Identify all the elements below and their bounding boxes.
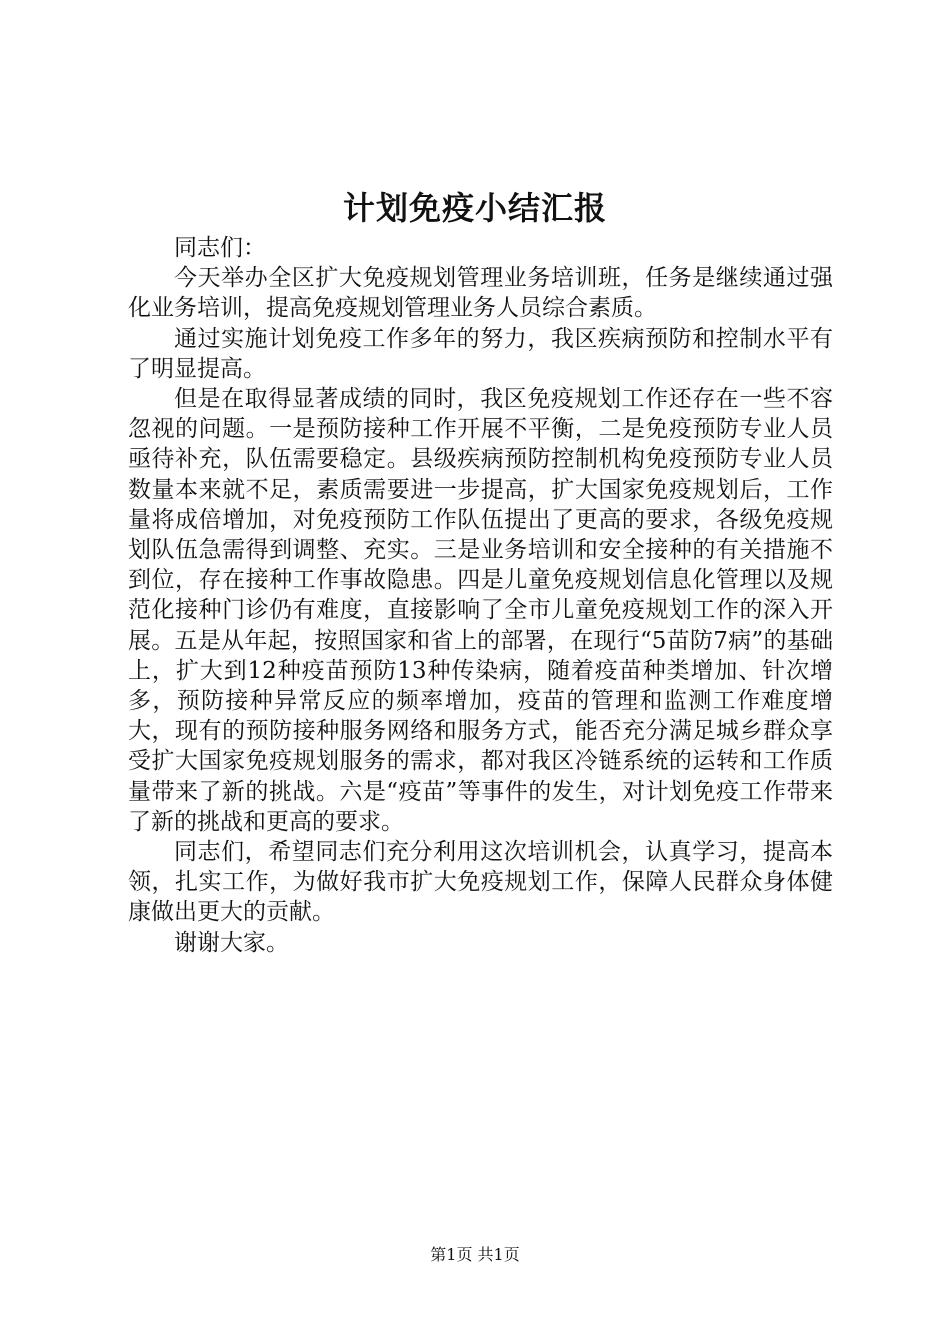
closing-paragraph: 谢谢大家。 (174, 929, 289, 956)
greeting-paragraph: 同志们： (174, 235, 266, 261)
body-paragraph: 今天举办全区扩大免疫规划管理业务培训班，任务是继续通过强化业务培训，提高免疫规划管理业务人员综合素质。 (128, 265, 833, 322)
body-paragraph: 通过实施计划免疫工作多年的努力，我区疾病预防和控制水平有了明显提高。 (128, 325, 833, 382)
body-paragraph: 同志们，希望同志们充分利用这次培训机会，认真学习，提高本领，扎实工作，为做好我市扩大免疫规划工作，保障人民群众身体健康做出更大的贡献。 (128, 839, 833, 926)
body-paragraph: 但是在取得显著成绩的同时，我区免疫规划工作还存在一些不容忽视的问题。一是预防接种工作开展不平衡，二是免疫预防专业人员亟待补充，队伍需要稳定。县级疾病预防控制机构免疫预防专业人员数量本来就不足，素质需要进一步提高，扩大国家免疫规划后，工作量将成倍增加，对免疫预防工作队伍提出了更高的要求，各级免疫规划队伍急需得到调整、充实。三是业务培训和安全接种的有关措施不到位，存在接种工作事故隐患。四是儿童免疫规划信息化管理以及规范化接种门诊仍有难度，直接影响了全市儿童免疫规划工作的深入开展。五是从年起，按照国家和省上的部署，在现行“5苗防7病”的基础上，扩大到12种疫苗预防13种传染病，随着疫苗种类增加、针次增多，预防接种异常反应的频率增加，疫苗的管理和监测工作难度增大，现有的预防接种服务网络和服务方式，能否充分满足城乡群众享受扩大国家免疫规划服务的需求，都对我区冷链系统的运转和工作质量带来了新的挑战。六是“疫苗”等事件的发生，对计划免疫工作带来了新的挑战和更高的要求。 (128, 386, 833, 835)
document-body (128, 233, 833, 958)
document-title: 计划免疫小结汇报 (342, 189, 607, 227)
page-number-footer: 第1页 共1页 (430, 1245, 520, 1264)
